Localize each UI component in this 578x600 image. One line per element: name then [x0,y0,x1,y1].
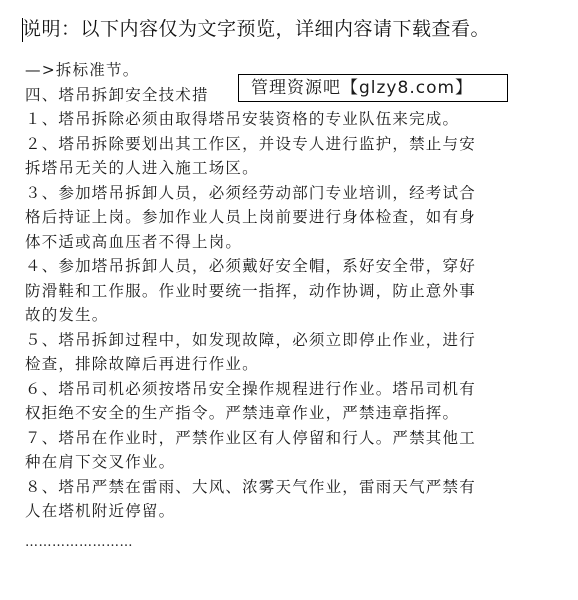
preview-notice: 说明：以下内容仅为文字预览，详细内容请下载查看。 [22,18,491,40]
paragraph-line: 故的发生。 [25,306,109,324]
list-item [25,475,553,524]
site-watermark-label: 管理资源吧【glzy8.com】 [238,74,508,102]
ellipsis-separator: …………………… [25,535,133,550]
paragraph-line: 人在塔机附近停留。 [25,502,176,520]
list-item [25,426,553,475]
paragraph-line: 检查，排除故障后再进行作业。 [25,355,259,373]
list-item [25,181,553,255]
paragraph-line: 格后持证上岗。参加作业人员上岗前要进行身体检查，如有身 [25,208,476,226]
paragraph-line: 拆塔吊无关的人进入施工场区。 [25,159,259,177]
paragraph-line: ４、参加塔吊拆卸人员，必须戴好安全帽，系好安全带，穿好 [25,257,476,275]
paragraph-line: 权拒绝不安全的生产指令。严禁违章作业，严禁违章指挥。 [25,404,460,422]
paragraph-line: 种在肩下交叉作业。 [25,453,176,471]
list-item [25,328,553,377]
list-item [25,254,553,328]
paragraph-line: 防滑鞋和工作服。作业时要统一指挥，动作协调，防止意外事 [25,281,476,300]
paragraph-line: ５、塔吊拆卸过程中，如发现故障，必须立即停止作业，进行 [25,330,476,349]
step-line: —>拆标准节。 [25,61,140,79]
paragraph-line: ２、塔吊拆除要划出其工作区，并设专人进行监护，禁止与安 [25,134,476,153]
list-item [25,107,553,132]
paragraph-line: ３、参加塔吊拆卸人员，必须经劳动部门专业培训，经考试合 [25,183,476,202]
paragraph-line: ７、塔吊在作业时，严禁作业区有人停留和行人。严禁其他工 [25,428,476,447]
section-heading: 四、塔吊拆卸安全技术措 [25,85,209,104]
paragraph-line: 体不适或高血压者不得上岗。 [25,232,243,251]
paragraph-line: ８、塔吊严禁在雷雨、大风、浓雾天气作业，雷雨天气严禁有 [25,477,476,496]
list-item [25,132,553,181]
paragraph-line: ６、塔吊司机必须按塔吊安全操作规程进行作业。塔吊司机有 [25,379,476,398]
paragraph-line: １、塔吊拆除必须由取得塔吊安装资格的专业队伍来完成。 [25,110,460,128]
list-item [25,377,553,426]
document-body [25,58,553,524]
